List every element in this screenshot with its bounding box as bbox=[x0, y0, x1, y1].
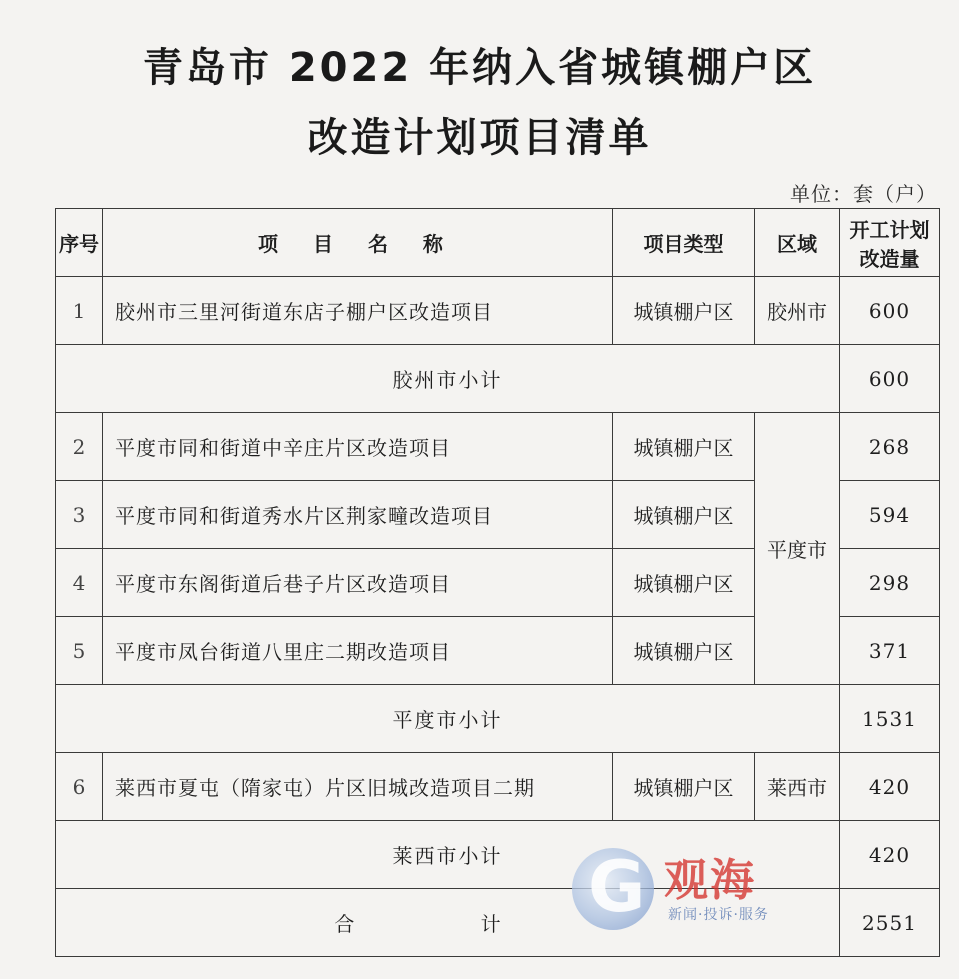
row-project-name: 平度市东阁街道后巷子片区改造项目 bbox=[103, 549, 613, 617]
grand-total-count: 2551 bbox=[840, 889, 940, 957]
row-seq: 6 bbox=[56, 753, 103, 821]
watermark-name: 观海 bbox=[664, 855, 756, 906]
unit-label: 单位：套（户） bbox=[790, 182, 937, 206]
row-project-name: 平度市同和街道中辛庄片区改造项目 bbox=[103, 413, 613, 481]
document-title-line-2: 改造计划项目清单 bbox=[307, 115, 652, 161]
row-project-type: 城镇棚户区 bbox=[613, 413, 755, 481]
row-project-type: 城镇棚户区 bbox=[613, 617, 755, 685]
row-project-name: 胶州市三里河街道东店子棚户区改造项目 bbox=[103, 277, 613, 345]
subtotal-label: 平度市小计 bbox=[56, 685, 840, 753]
watermark-tagline: 新闻·投诉·服务 bbox=[668, 907, 769, 923]
row-region: 莱西市 bbox=[755, 753, 840, 821]
row-project-type: 城镇棚户区 bbox=[613, 549, 755, 617]
row-plan-count: 594 bbox=[840, 481, 940, 549]
grand-total-label: 合 计 bbox=[56, 889, 840, 957]
subtotal-row bbox=[56, 685, 940, 753]
subtotal-label: 胶州市小计 bbox=[56, 345, 840, 413]
row-seq: 2 bbox=[56, 413, 103, 481]
table-row bbox=[56, 753, 940, 821]
row-plan-count: 600 bbox=[840, 277, 940, 345]
header-region: 区域 bbox=[755, 209, 840, 277]
subtotal-count: 600 bbox=[840, 345, 940, 413]
row-seq: 5 bbox=[56, 617, 103, 685]
table-header-row bbox=[56, 209, 940, 277]
row-project-name: 莱西市夏屯（隋家屯）片区旧城改造项目二期 bbox=[103, 753, 613, 821]
row-plan-count: 371 bbox=[840, 617, 940, 685]
table-row bbox=[56, 277, 940, 345]
header-seq: 序号 bbox=[56, 209, 103, 277]
row-region: 胶州市 bbox=[755, 277, 840, 345]
row-plan-count: 298 bbox=[840, 549, 940, 617]
row-project-type: 城镇棚户区 bbox=[613, 277, 755, 345]
row-seq: 1 bbox=[56, 277, 103, 345]
row-project-type: 城镇棚户区 bbox=[613, 481, 755, 549]
row-plan-count: 268 bbox=[840, 413, 940, 481]
watermark-logo bbox=[568, 840, 828, 940]
row-project-type: 城镇棚户区 bbox=[613, 753, 755, 821]
subtotal-count: 1531 bbox=[840, 685, 940, 753]
subtotal-row bbox=[56, 345, 940, 413]
row-project-name: 平度市同和街道秀水片区荆家疃改造项目 bbox=[103, 481, 613, 549]
row-project-name: 平度市凤台街道八里庄二期改造项目 bbox=[103, 617, 613, 685]
header-type: 项目类型 bbox=[613, 209, 755, 277]
subtotal-label: 莱西市小计 bbox=[56, 821, 840, 889]
document-title-line-1: 青岛市 2022 年纳入省城镇棚户区 bbox=[142, 45, 817, 91]
row-seq: 3 bbox=[56, 481, 103, 549]
row-seq: 4 bbox=[56, 549, 103, 617]
header-name: 项 目 名 称 bbox=[103, 209, 613, 277]
row-region-merged: 平度市 bbox=[755, 413, 840, 685]
table-row bbox=[56, 413, 940, 481]
watermark-letter: G bbox=[588, 846, 646, 928]
row-plan-count: 420 bbox=[840, 753, 940, 821]
subtotal-count: 420 bbox=[840, 821, 940, 889]
header-plan: 开工计划改造量 bbox=[840, 209, 940, 277]
